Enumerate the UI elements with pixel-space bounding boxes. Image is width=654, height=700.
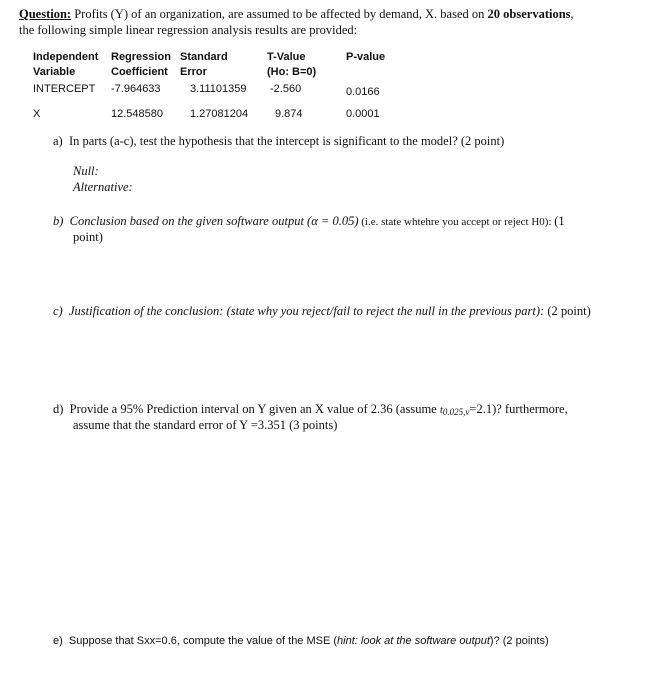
part-d-text-a: Provide a 95% Prediction interval on Y given an X value of 2.36 (assume <box>69 402 440 416</box>
question-label: Question: <box>19 7 72 21</box>
part-c <box>53 304 591 319</box>
part-a <box>53 134 504 149</box>
part-d-t-subscript: 0.025,v <box>442 407 470 417</box>
part-e-text-b: )? (2 points) <box>489 635 549 647</box>
question-line-2: the following simple linear regression analysis results are provided: <box>19 23 358 37</box>
part-e-hint: hint: look at the software output <box>337 635 490 647</box>
header-ho: (Ho: B=0) <box>267 66 317 78</box>
row-x-variable: X <box>33 108 41 120</box>
part-e <box>53 635 549 647</box>
row-x-se: 1.27081204 <box>190 108 249 120</box>
part-b-label: b) <box>53 214 64 228</box>
part-a-label: a) <box>53 134 63 148</box>
row-intercept-variable: INTERCEPT <box>33 83 96 95</box>
part-c-label: c) <box>53 304 63 318</box>
observations-count: 20 observations <box>487 7 571 21</box>
header-p-value: P-value <box>346 51 386 63</box>
row-intercept-coef: -7.964633 <box>111 83 161 95</box>
header-coefficient: Coefficient <box>111 66 168 78</box>
header-independent: Independent <box>33 51 99 63</box>
part-d-t: t <box>439 404 443 416</box>
part-b-points: (1 <box>554 214 565 228</box>
question-text-a: Profits (Y) of an organization, are assumed to be affected by demand, X. based on <box>71 7 488 21</box>
part-b-text: Conclusion based on the given software output (α = 0.05) <box>69 214 359 228</box>
question-text-c: , <box>570 7 574 21</box>
row-x-t: 9.874 <box>275 108 303 120</box>
part-a-text: In parts (a-c), test the hypothesis that the intercept is significant to the model? (2 point) <box>68 134 505 148</box>
header-regression: Regression <box>111 51 171 63</box>
part-b <box>53 214 565 230</box>
part-e-text-a: Suppose that Sxx=0.6, compute the value of the MSE ( <box>68 635 338 647</box>
row-intercept-t: -2.560 <box>270 83 302 95</box>
alternative-label: Alternative: <box>73 180 133 194</box>
part-b-line-2: point) <box>73 230 103 244</box>
question-line-1 <box>19 7 574 22</box>
row-intercept-p: 0.0166 <box>346 86 380 98</box>
header-error: Error <box>180 66 207 78</box>
part-c-text: Justification of the conclusion: (state why you reject/fail to reject the null in the previous part): <box>68 304 545 318</box>
row-x-coef: 12.548580 <box>111 108 163 120</box>
row-intercept-se: 3.11101359 <box>190 83 247 95</box>
header-standard: Standard <box>180 51 228 63</box>
part-d-label: d) <box>53 402 64 416</box>
part-d-line-2: assume that the standard error of Y =3.351 (3 points) <box>73 418 338 432</box>
row-x-p: 0.0001 <box>346 108 380 120</box>
part-e-label: e) <box>53 635 63 647</box>
header-variable: Variable <box>33 66 76 78</box>
header-t-value: T-Value <box>267 51 306 63</box>
part-b-note: (i.e. state whtehre you accept or reject H0): <box>358 216 555 228</box>
null-label: Null: <box>73 164 99 178</box>
part-d-text-b: =2.1)? furthermore, <box>469 402 568 416</box>
part-c-points: (2 point) <box>544 304 591 318</box>
